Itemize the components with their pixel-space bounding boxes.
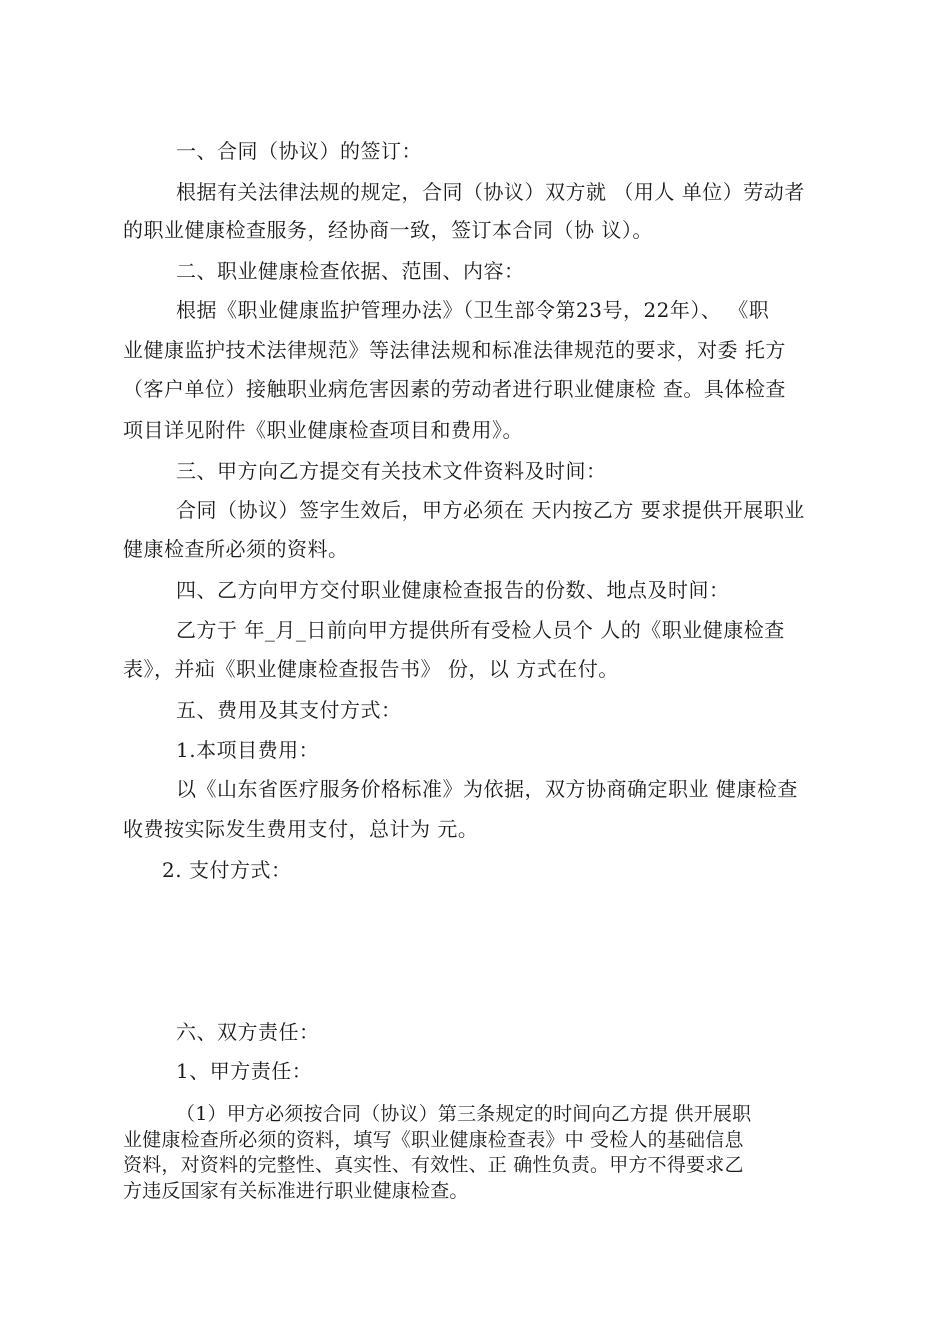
paragraph-line: （客户单位）接触职业病危害因素的劳动者进行职业健康检 查。具体检查 bbox=[123, 377, 786, 401]
subsection-heading: 1.本项目费用： bbox=[176, 738, 320, 762]
paragraph-line: 乙方于 年_月_日前向甲方提供所有受检人员个 人的《职业健康检查 bbox=[176, 618, 785, 642]
paragraph-line: 合同（协议）签字生效后，甲方必须在 天内按乙方 要求提供开展职业 bbox=[176, 498, 805, 522]
paragraph-line: 以《山东省医疗服务价格标准》为依据，双方协商确定职业 健康检查 bbox=[176, 777, 798, 801]
section-2-heading: 二、职业健康检查依据、范围、内容： bbox=[176, 259, 525, 283]
paragraph-line: 的职业健康检查服务，经协商一致，签订本合同（协 议）。 bbox=[123, 218, 653, 242]
section-6-heading: 六、双方责任： bbox=[176, 1020, 320, 1044]
paragraph-line: 业健康监护技术法律规范》等法律法规和标准法律规范的要求，对委 托方 bbox=[123, 338, 786, 362]
paragraph-line: 表》，并疝《职业健康检查报告书》 份，以 方式在付。 bbox=[123, 657, 619, 681]
paragraph-line: 方违反国家有关标准进行职业健康检查。 bbox=[123, 1180, 469, 1202]
paragraph-line: 资料，对资料的完整性、真实性、有效性、正 确性负责。甲方不得要求乙 bbox=[123, 1154, 744, 1176]
section-4-heading: 四、乙方向甲方交付职业健康检查报告的份数、地点及时间： bbox=[176, 578, 730, 602]
section-5-heading: 五、费用及其支付方式： bbox=[176, 698, 402, 722]
paragraph-line: （1）甲方必须按合同（协议）第三条规定的时间向乙方提 供开展职 bbox=[176, 1103, 752, 1125]
section-3-heading: 三、甲方向乙方提交有关技术文件资料及时间： bbox=[176, 459, 607, 483]
subsection-heading: 1、甲方责任： bbox=[176, 1059, 313, 1083]
paragraph-line: 根据有关法律法规的规定，合同（协议）双方就 （用人 单位）劳动者 bbox=[176, 180, 805, 204]
paragraph-line: 项目详见附件《职业健康检查项目和费用》。 bbox=[123, 418, 523, 442]
paragraph-line: 业健康检查所必须的资料，填写《职业健康检查表》中 受检人的基础信息 bbox=[123, 1129, 744, 1151]
paragraph-line: 健康检查所必须的资料。 bbox=[123, 537, 349, 561]
paragraph-line: 根据《职业健康监护管理办法》（卫生部令第23号，22年）、 《职 bbox=[176, 298, 770, 322]
subsection-heading: 2. 支付方式： bbox=[162, 858, 292, 882]
paragraph-line: 收费按实际发生费用支付，总计为 元。 bbox=[123, 817, 479, 841]
section-1-heading: 一、合同（协议）的签订： bbox=[176, 139, 422, 163]
